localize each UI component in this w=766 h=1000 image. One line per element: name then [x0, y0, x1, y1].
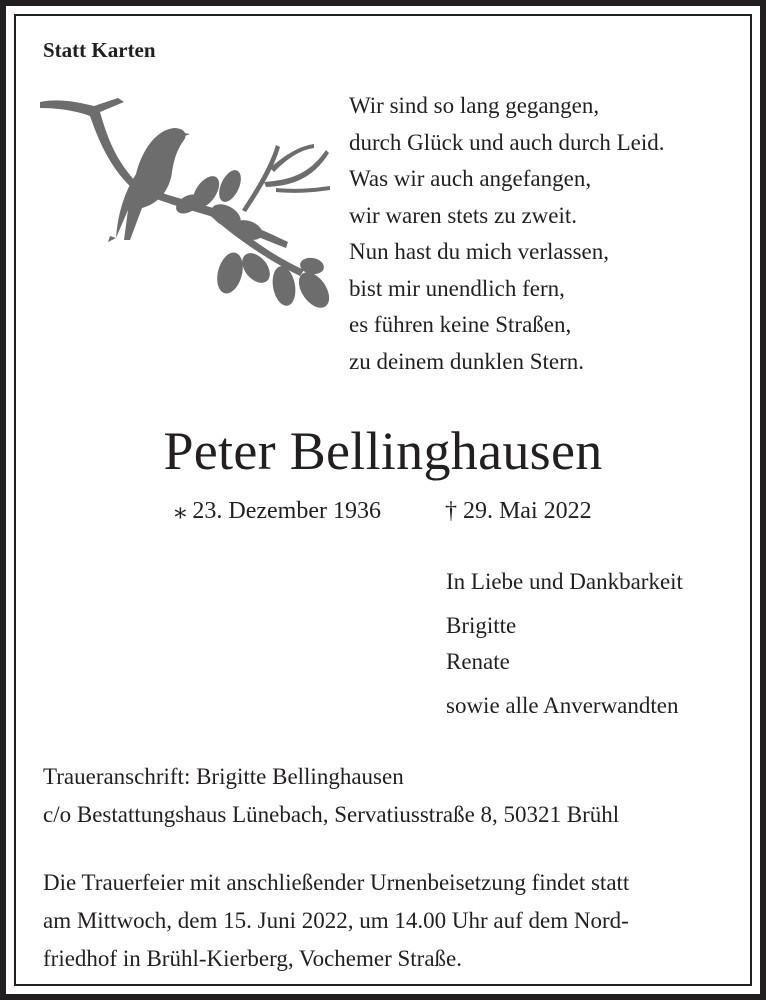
address-line: c/o Bestattungshaus Lünebach, Servatiusstraße 8, 50321 Brühl — [43, 802, 620, 827]
poem-line: Wir sind so lang gegangen, — [349, 93, 600, 118]
mourner-name: Brigitte — [446, 613, 517, 638]
poem-line: bist mir unendlich fern, — [349, 275, 565, 301]
address-line: Traueranschrift: Brigitte Bellinghausen — [43, 764, 404, 789]
bird-on-branch-icon — [38, 90, 338, 315]
poem-line: durch Glück und auch durch Leid. — [349, 129, 665, 155]
poem — [349, 88, 665, 380]
mourners-block — [446, 567, 683, 721]
poem-line: Nun hast du mich verlassen, — [349, 239, 609, 264]
death-date: 29. Mai 2022 — [462, 498, 592, 524]
funeral-service-info — [43, 864, 629, 978]
mourning-address — [43, 758, 619, 834]
service-line: Die Trauerfeier mit anschließender Urnenbeisetzung findet statt — [43, 870, 630, 895]
birth-star-icon: ⁎ — [174, 498, 187, 524]
death-cross-icon: † — [444, 498, 457, 524]
birth-date: 23. Dezember 1936 — [192, 498, 381, 524]
service-line: friedhof in Brühl-Kierberg, Vochemer Straße. — [43, 946, 462, 971]
poem-line: Was wir auch angefangen, — [349, 166, 592, 191]
mourners-others: sowie alle Anverwandten — [446, 693, 679, 718]
service-line: am Mittwoch, dem 15. Juni 2022, um 14.00 Uhr auf dem Nord- — [43, 908, 629, 933]
poem-line: es führen keine Straßen, — [349, 312, 572, 337]
life-dates — [0, 496, 766, 525]
mourner-name: Renate — [446, 649, 510, 674]
poem-line: zu deinem dunklen Stern. — [349, 348, 585, 374]
deceased-name: Peter Bellinghausen — [163, 421, 603, 481]
mourners-intro: In Liebe und Dankbarkeit — [446, 569, 683, 594]
header-statt-karten: Statt Karten — [43, 38, 156, 62]
poem-line: wir waren stets zu zweit. — [349, 202, 578, 228]
